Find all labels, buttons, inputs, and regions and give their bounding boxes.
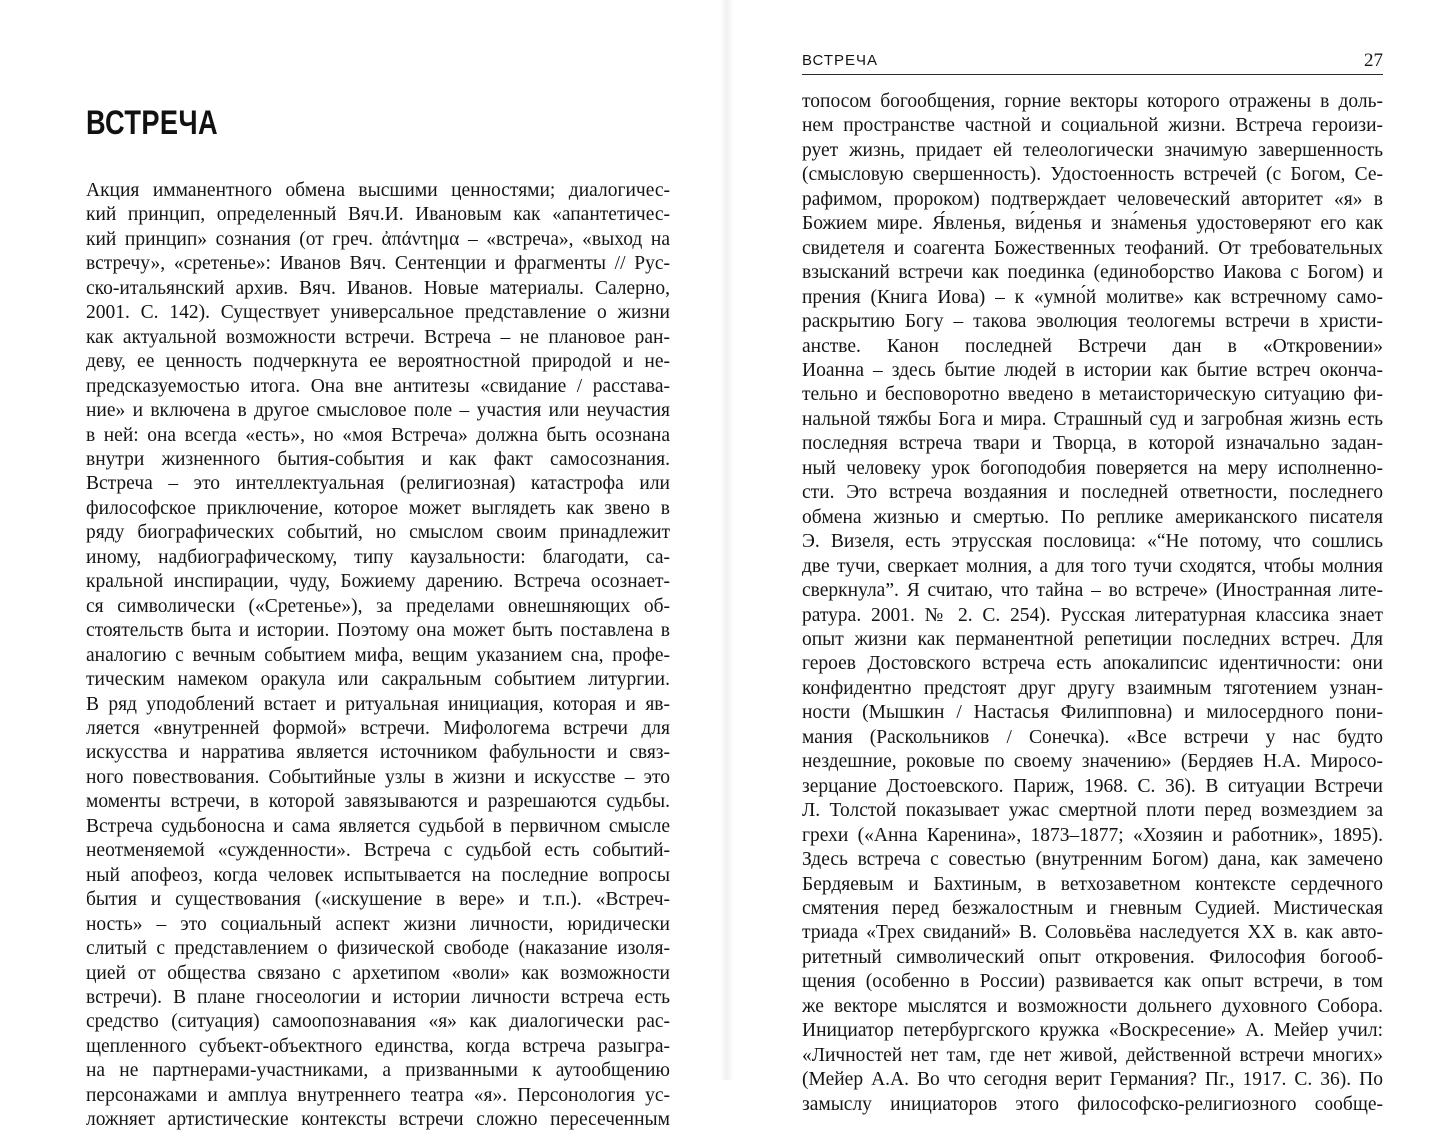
text-line: свидетеля и соагента Божественных теофаний. От требовательных [802, 237, 1383, 259]
article-title: ВСТРЕЧА [86, 104, 219, 142]
text-line: ный апофеоз, когда человек испытывается на последние вопросы [86, 864, 670, 886]
text-line: триада «Трех свиданий» В. Соловьёва наследуется XX в. как авто- [802, 922, 1383, 944]
text-line: «Личностей нет там, где нет живой, действенной встречи многих» [802, 1044, 1383, 1066]
text-line: прения (Книга Иова) – к «умно́й молитве» как встречному само- [802, 286, 1383, 308]
text-line: как актуальной возможности встречи. Встреча – не плановое ран- [86, 326, 670, 348]
text-line: ляется «внутренней формой» встречи. Мифологема встречи для [86, 717, 670, 739]
text-line: 2001. С. 142). Существует универсальное представление о жизни [86, 302, 670, 324]
text-line: цией от общества связано с архетипом «воли» как возможности [86, 962, 670, 984]
text-line: на не партнерами-участниками, а призванными к аутообщению [86, 1060, 670, 1082]
text-line: кий принцип, определенный Вяч.И. Ивановым как «апантетичес- [86, 204, 670, 226]
running-head [802, 50, 1383, 75]
text-line: Божием мире. Я́вленья, ви́денья и зна́менья удостоверяют его как [802, 213, 1383, 235]
text-line: Л. Толстой показывает ужас смертной плоти перед возмездием за [802, 800, 1383, 822]
text-line: тическим намеком оракула или сакральным событием литургии. [86, 669, 670, 691]
text-line: Встреча судьбоносна и сама является судьбой в первичном смысле [86, 815, 670, 837]
book-gutter [720, 0, 734, 1080]
text-line: сти. Это встреча воздаяния и последней ответности, последнего [802, 482, 1383, 504]
text-line: встречу», «сретенье»: Иванов Вяч. Сентенции и фрагменты // Рус- [86, 253, 670, 275]
text-line: моменты встречи, в которой завязываются и разрешаются судьбы. [86, 791, 670, 813]
text-line: две тучи, сверкает молния, а для того тучи сходятся, чтобы молния [802, 555, 1383, 577]
text-line: встречи). В плане гносеологии и истории личности встреча есть [86, 986, 670, 1008]
text-line: последняя встреча твари и Творца, в которой изначально задан- [802, 433, 1383, 455]
text-line: опыт жизни как перманентной репетиции последних встреч. Для [802, 628, 1383, 650]
text-line: философское приключение, которое может выглядеть как звено в [86, 497, 670, 519]
text-line: ратура. 2001. № 2. С. 254). Русская литературная классика знает [802, 604, 1383, 626]
text-line: (Мейер А.А. Во что сегодня верит Германия? Пг., 1917. С. 36). По [802, 1069, 1383, 1091]
text-line: нем пространстве частной и социальной жизни. Встреча героизи- [802, 115, 1383, 137]
left-page [0, 0, 722, 1131]
text-line: рует жизнь, придает ей телеологически значимую завершенность [802, 139, 1383, 161]
text-line: Встреча – это интеллектуальная (религиозная) катастрофа или [86, 473, 670, 495]
text-line: героев Достовского встреча есть апокалипсис идентичности: они [802, 653, 1383, 675]
text-line: (смысловую свершенность). Удостоенность встречей (с Богом, Се- [802, 164, 1383, 186]
text-line: кий принцип» сознания (от греч. ἀπάντημα – «встреча», «выход на [86, 228, 670, 250]
text-line: замыслу инициаторов этого философско-религиозного сообще- [802, 1093, 1383, 1115]
text-line: обмена жизнью и смертью. По реплике американского писателя [802, 506, 1383, 528]
text-line: иному, надбиографическому, типу каузальности: благодати, са- [86, 546, 670, 568]
text-line: стоятельств быта и истории. Поэтому она может быть поставлена в [86, 620, 670, 642]
text-line: нальной тяжбы Бога и мира. Страшный суд и загробная жизнь есть [802, 408, 1383, 430]
text-line: искусства и нарратива является источником фабульности и связ- [86, 742, 670, 764]
text-line: взысканий встречи как поединка (единоборство Иакова с Богом) и [802, 262, 1383, 284]
text-line: же векторе мыслятся и возможности дольнего духовного Собора. [802, 995, 1383, 1017]
text-line: Здесь встреча с совестью (внутренним Богом) дана, как замечено [802, 849, 1383, 871]
text-line: ритетный символический опыт откровения. Философия богооб- [802, 946, 1383, 968]
text-line: Иоанна – здесь бытие людей в истории как бытие встреч оконча- [802, 359, 1383, 381]
text-line: тельно и бесповоротно введено в метаисторическую ситуацию фи- [802, 384, 1383, 406]
text-line: ности (Мышкин / Настасья Филипповна) и милосердного пони- [802, 702, 1383, 724]
text-line: ность» – это социальный аспект жизни личности, юридически [86, 913, 670, 935]
text-line: Бердяевым и Бахтиным, в ветхозаветном контексте сердечного [802, 873, 1383, 895]
text-line: конфидентно предстоят друг другу взаимным тяготением узнан- [802, 677, 1383, 699]
text-line: ся символически («Сретенье»), за пределами овнешняющих об- [86, 595, 670, 617]
left-page-body-text [86, 179, 670, 1133]
text-line: кральной инспирации, чуду, Божиему дарению. Встреча осознает- [86, 571, 670, 593]
text-line: ный человеку урок богоподобия поверяется на меру исполненно- [802, 457, 1383, 479]
text-line: грехи («Анна Каренина», 1873–1877; «Хозяин и работник», 1895). [802, 824, 1383, 846]
text-line: бытия и существования («искушение в вере» и т.п.). «Встреч- [86, 889, 670, 911]
text-line: щепленного субъект-объектного единства, когда встреча разыгра- [86, 1035, 670, 1057]
text-line: нездешние, роковые по своему значению» (Бердяев Н.А. Миросо- [802, 751, 1383, 773]
text-line: щения (особенно в России) развивается как опыт встречи, в том [802, 971, 1383, 993]
text-line: раскрытию Богу – такова эволюция теологемы встречи в христи- [802, 311, 1383, 333]
text-line: мания (Раскольников / Сонечка). «Все встречи у нас будто [802, 726, 1383, 748]
text-line: анстве. Канон последней Встречи дан в «Откровении» [802, 335, 1383, 357]
page-number: 27 [1364, 50, 1383, 71]
text-line: Э. Визеля, есть этрусская пословица: «“Не потому, что сошлись [802, 531, 1383, 553]
text-line: топосом богообщения, горние векторы которого отражены в доль- [802, 91, 1383, 112]
text-line: зерцание Достоевского. Париж, 1968. С. 36). В ситуации Встречи [802, 775, 1383, 797]
running-head-title: ВСТРЕЧА [802, 52, 879, 69]
text-line: рафимом, пророком) подтверждает человеческий авторитет «я» в [802, 188, 1383, 210]
text-line: В ряд уподоблений встает и ритуальная инициация, которая и яв- [86, 693, 670, 715]
text-line: деву, ее ценность подчеркнута ее вероятностной природой и не- [86, 351, 670, 373]
text-line: ного повествования. Событийные узлы в жизни и искусстве – это [86, 766, 670, 788]
text-line: неотменяемой «сужденности». Встреча с судьбой есть событий- [86, 840, 670, 862]
text-line: слитый с представлением о физической свободе (наказание изоля- [86, 938, 670, 960]
text-line: ложняет артистические контексты встречи сложно пересеченным [86, 1109, 670, 1131]
text-line: Акция имманентного обмена высшими ценностями; диалогичес- [86, 180, 670, 201]
text-line: ряду биографических событий, но смыслом своим принадлежит [86, 522, 670, 544]
text-line: ние» и включена в другое смысловое поле – участия или неучастия [86, 400, 670, 422]
text-line: ско-итальянский архив. Вяч. Иванов. Новые материалы. Салерно, [86, 277, 670, 299]
text-line: в ней: она всегда «есть», но «моя Встреча» должна быть осознана [86, 424, 670, 446]
text-line: смятения перед безжалостным и гневным Судией. Мистическая [802, 897, 1383, 919]
right-page-body-text [802, 90, 1383, 1117]
text-line: средство (ситуация) самоопознавания «я» как диалогически рас- [86, 1011, 670, 1033]
right-page [733, 0, 1455, 1115]
text-line: аналогию с вечным событием мифа, вещим указанием сна, профе- [86, 644, 670, 666]
text-line: Инициатор петербургского кружка «Воскресение» А. Мейер учил: [802, 1020, 1383, 1042]
text-line: сверкнула”. Я считаю, что тайна – во встрече» (Иностранная лите- [802, 580, 1383, 602]
text-line: внутри жизненного бытия-события и как факт самосознания. [86, 448, 670, 470]
text-line: предсказуемостью итога. Она вне антитезы «свидание / расстава- [86, 375, 670, 397]
text-line: персонажами и амплуа внутреннего театра «я». Персонология ус- [86, 1084, 670, 1106]
